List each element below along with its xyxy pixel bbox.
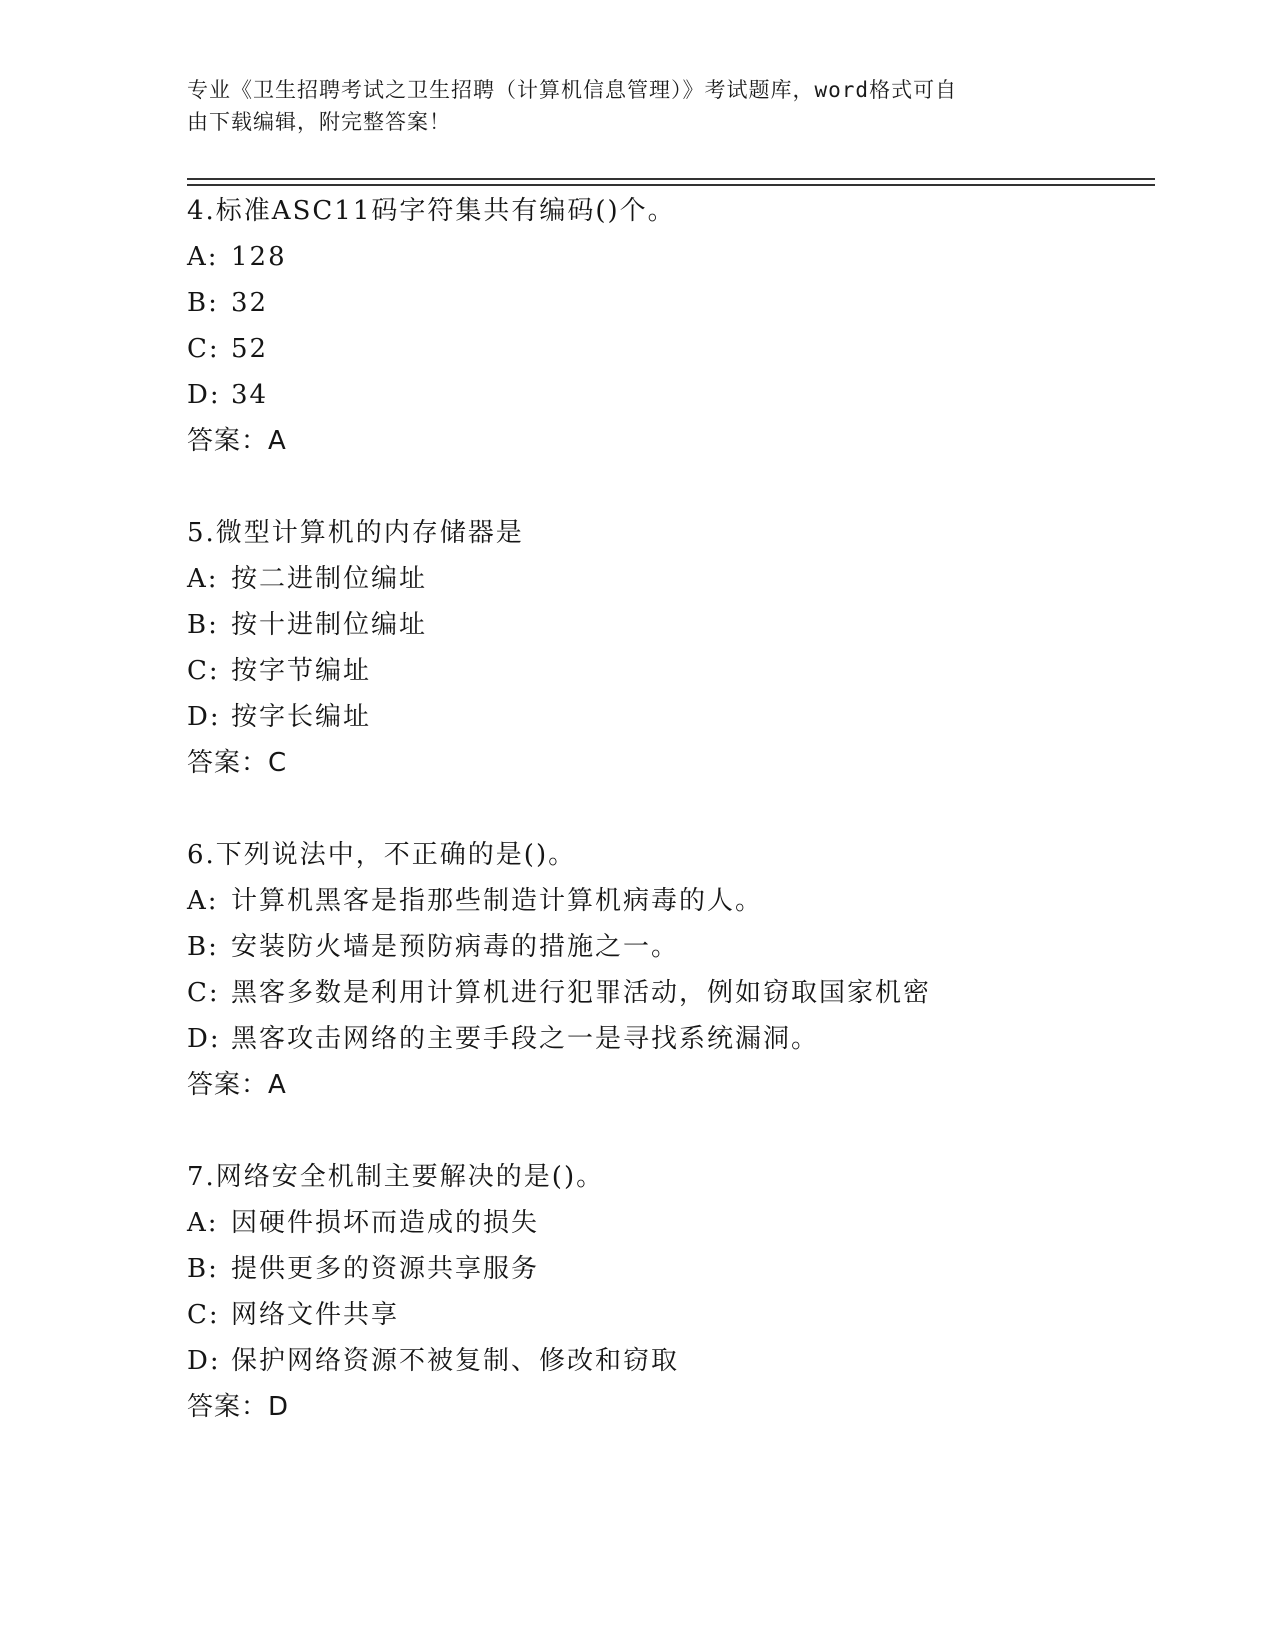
option-text: 按字节编址 [231,656,372,686]
option-d [187,1338,1167,1384]
header-line-1: 专业《卫生招聘考试之卫生招聘（计算机信息管理）》考试题库，word格式可自 [187,78,958,102]
option-letter: B: [187,610,219,640]
option-text: 安装防火墙是预防病毒的措施之一。 [231,932,680,962]
option-letter: B: [187,1254,219,1284]
option-text: 保护网络资源不被复制、修改和窃取 [231,1346,680,1376]
option-text: 52 [231,334,269,364]
answer-line: 答案：A [187,426,287,456]
option-letter: C: [187,334,220,364]
option-letter: D: [187,1346,221,1376]
option-b [187,602,1167,648]
question-6 [187,832,1167,1108]
header-divider-bottom [187,184,1155,186]
answer-line: 答案：C [187,748,288,778]
option-c [187,1292,1167,1338]
question-title: 4.标准ASC11码字符集共有编码()个。 [187,196,676,226]
option-letter: C: [187,1300,220,1330]
option-a [187,556,1167,602]
header-line-2: 由下载编辑，附完整答案！ [187,110,451,134]
option-text: 黑客多数是利用计算机进行犯罪活动，例如窃取国家机密 [231,978,932,1008]
option-letter: A: [187,886,219,916]
option-letter: A: [187,1208,219,1238]
option-c [187,648,1167,694]
option-c [187,326,1167,372]
header-divider-top [187,178,1155,180]
option-letter: C: [187,656,220,686]
question-title: 6.下列说法中，不正确的是()。 [187,840,577,870]
option-b [187,280,1167,326]
option-letter: A: [187,242,219,272]
answer-line: 答案：D [187,1392,290,1422]
option-text: 按字长编址 [231,702,372,732]
question-title: 5.微型计算机的内存储器是 [187,518,524,548]
option-text: 计算机黑客是指那些制造计算机病毒的人。 [231,886,764,916]
question-list [187,188,1167,1476]
question-title: 7.网络安全机制主要解决的是()。 [187,1162,605,1192]
option-text: 32 [231,288,269,318]
option-text: 因硬件损坏而造成的损失 [231,1208,540,1238]
option-a [187,878,1167,924]
option-text: 34 [231,380,269,410]
option-b [187,924,1167,970]
option-b [187,1246,1167,1292]
option-text: 按二进制位编址 [231,564,428,594]
option-letter: B: [187,288,219,318]
question-5 [187,510,1167,786]
option-letter: D: [187,702,221,732]
option-letter: B: [187,932,219,962]
answer-line: 答案：A [187,1070,287,1100]
option-d [187,1016,1167,1062]
option-c [187,970,1167,1016]
option-a [187,1200,1167,1246]
option-a [187,234,1167,280]
option-d [187,694,1167,740]
option-letter: A: [187,564,219,594]
document-header [187,74,1067,138]
option-letter: C: [187,978,220,1008]
option-letter: D: [187,380,221,410]
option-text: 按十进制位编址 [231,610,428,640]
option-d [187,372,1167,418]
option-letter: D: [187,1024,221,1054]
option-text: 提供更多的资源共享服务 [231,1254,540,1284]
question-4 [187,188,1167,464]
option-text: 黑客攻击网络的主要手段之一是寻找系统漏洞。 [231,1024,820,1054]
question-7 [187,1154,1167,1430]
option-text: 128 [231,242,287,272]
option-text: 网络文件共享 [231,1300,400,1330]
